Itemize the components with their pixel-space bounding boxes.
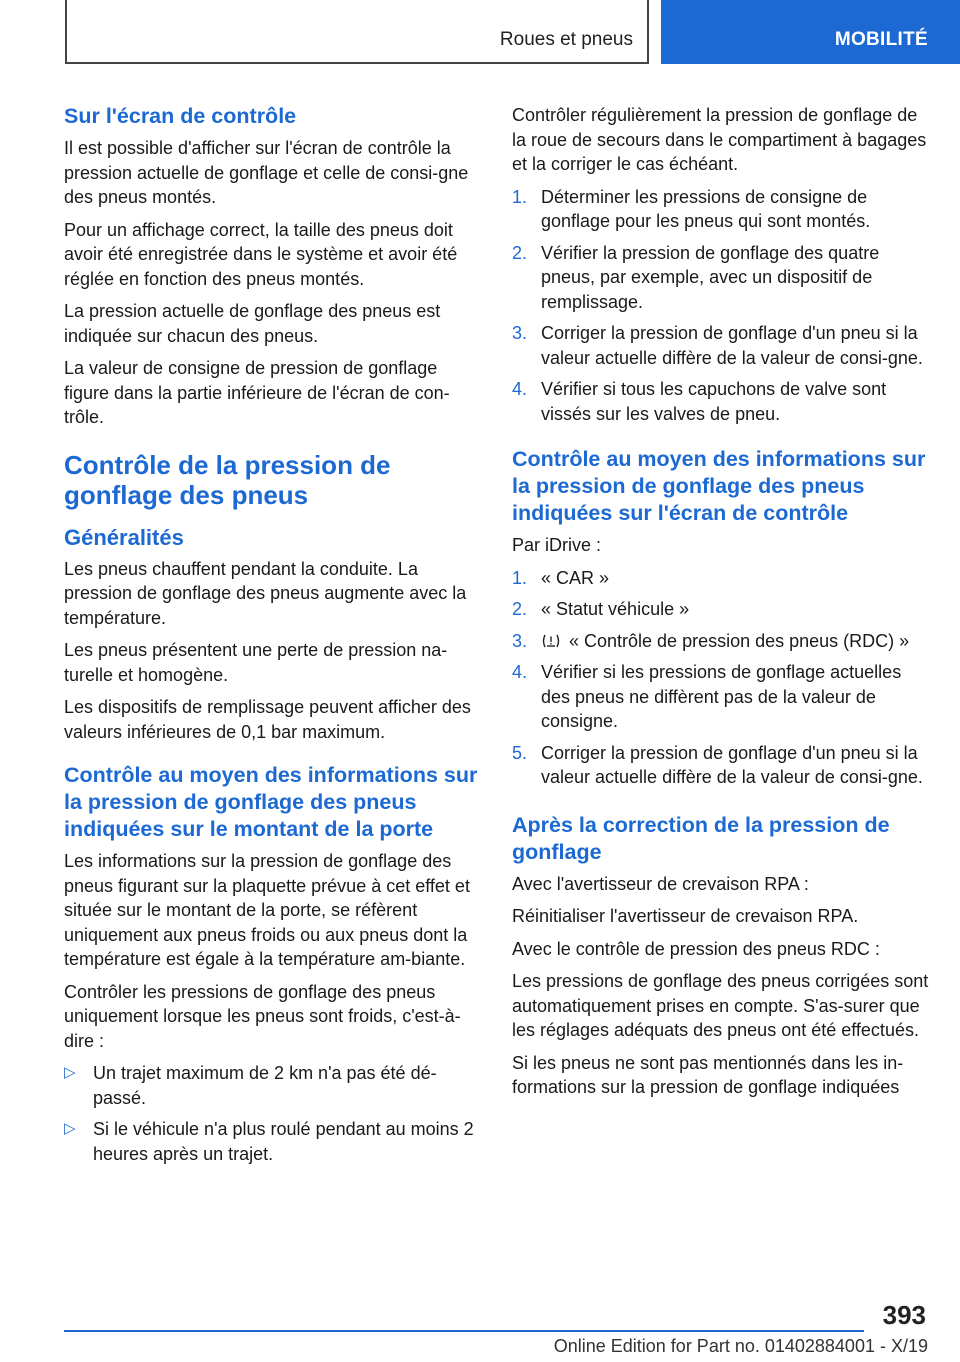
steps-list xyxy=(512,185,930,427)
heading-generalites: Généralités xyxy=(64,524,184,550)
paragraph: Les pressions de gonflage des pneus corrigées sont automatiquement prises en compte. S'as-surer que les réglages adéquats des pneus ont été effectués. xyxy=(512,971,929,1040)
right-column xyxy=(512,103,930,1108)
step-number: 2. xyxy=(512,242,528,263)
step-number: 1. xyxy=(512,567,528,588)
list-item xyxy=(512,597,930,622)
paragraph: Contrôler les pressions de gonflage des pneus uniquement lorsque les pneus sont froids, c'est-à-dire : xyxy=(64,981,461,1051)
paragraph: Les pneus chauffent pendant la conduite. La pression de gonflage des pneus augmente avec la température. xyxy=(64,558,467,628)
step-number: 3. xyxy=(512,323,528,343)
list-item xyxy=(512,377,930,426)
step-text: « Statut véhicule » xyxy=(541,599,690,619)
step-number: 1. xyxy=(512,186,528,207)
list-item xyxy=(512,185,930,234)
paragraph: Les pneus présentent une perte de pression na-turelle et homogène. xyxy=(64,640,448,685)
step-number: 4. xyxy=(512,662,528,682)
step-text: Corriger la pression de gonflage d'un pneu si la valeur actuelle diffère de la valeur de consi-gne. xyxy=(541,742,923,787)
list-item-text: Si le véhicule n'a plus roulé pendant au moins 2 heures après un trajet. xyxy=(93,1119,474,1164)
page-number: 393 xyxy=(882,1300,926,1330)
list-item-text: Un trajet maximum de 2 km n'a pas été dé-passé. xyxy=(93,1063,437,1108)
heading-controle-montant-porte: Contrôle au moyen des informations sur la pression de gonflage des pneus indiquées sur le montant de la porte xyxy=(64,763,478,841)
list-item xyxy=(512,741,930,790)
list-item xyxy=(512,566,930,591)
step-text: Vérifier si tous les capuchons de valve sont vissés sur les valves de pneu. xyxy=(541,379,887,424)
list-item xyxy=(512,660,930,734)
list-item xyxy=(64,1117,482,1166)
paragraph: Par iDrive : xyxy=(512,535,602,555)
step-text: Vérifier la pression de gonflage des quatre pneus, par exemple, avec un dispositif de remplissage. xyxy=(541,242,880,312)
header-chapter-title: MOBILITÉ xyxy=(834,29,928,50)
heading-ecran-controle: Sur l'écran de contrôle xyxy=(64,104,297,128)
paragraph: Pour un affichage correct, la taille des pneus doit avoir été enregistrée dans le système et avoir été réglée en fonction des pneus montés. xyxy=(64,219,458,289)
header-section-title: Roues et pneus xyxy=(499,29,633,50)
step-number: 2. xyxy=(512,599,528,619)
paragraph: Il est possible d'afficher sur l'écran de contrôle la pression actuelle de gonflage et celle de consi-gne des pneus montés. xyxy=(64,138,469,207)
list-item xyxy=(512,629,930,654)
step-text: Déterminer les pressions de consigne de gonflage pour les pneus qui sont montés. xyxy=(541,186,871,231)
step-text: Corriger la pression de gonflage d'un pneu si la valeur actuelle diffère de la valeur de consi-gne. xyxy=(541,323,923,368)
list-item xyxy=(512,321,930,370)
step-number: 3. xyxy=(512,630,528,651)
step-text: Vérifier si les pressions de gonflage actuelles des pneus ne diffèrent pas de la valeur de consigne. xyxy=(541,662,902,731)
step-text: « CAR » xyxy=(541,567,610,588)
header-section-box xyxy=(65,0,649,64)
paragraph: Les informations sur la pression de gonflage des pneus figurant sur la plaquette prévue à cet effet et située sur le montant de la porte, se réfèrent uniquement aux pneus froids ou aux pneus dont la température est égale à la température am-biante. xyxy=(64,851,470,969)
paragraph: La pression actuelle de gonflage des pneus est indiquée sur chacun des pneus. xyxy=(64,301,441,346)
paragraph: La valeur de consigne de pression de gonflage figure dans la partie inférieure de l'écran de con-trôle. xyxy=(64,358,450,427)
step-number: 5. xyxy=(512,742,528,763)
list-item xyxy=(512,241,930,315)
left-column xyxy=(64,103,482,1174)
paragraph: Avec le contrôle de pression des pneus RDC : xyxy=(512,938,880,959)
footer-divider xyxy=(64,1330,864,1332)
paragraph: Avec l'avertisseur de crevaison RPA : xyxy=(512,873,809,894)
heading-apres-correction: Après la correction de la pression de gonflage xyxy=(512,812,890,864)
bullet-list xyxy=(64,1061,482,1166)
heading-controle-ecran: Contrôle au moyen des informations sur la pression de gonflage des pneus indiquées sur l'écran de contrôle xyxy=(512,447,926,525)
heading-controle-pression: Contrôle de la pression de gonflage des pneus xyxy=(64,449,391,510)
triangle-bullet-icon: ▷ xyxy=(64,1064,76,1081)
tire-pressure-warning-icon xyxy=(541,634,561,648)
step-number: 4. xyxy=(512,379,528,399)
paragraph: Si les pneus ne sont pas mentionnés dans les in-formations sur la pression de gonflage indiquées xyxy=(512,1052,904,1097)
triangle-bullet-icon: ▷ xyxy=(64,1120,76,1137)
paragraph: Contrôler régulièrement la pression de gonflage de la roue de secours dans le compartiment à bagages et la corriger le cas échéant. xyxy=(512,105,927,174)
steps-list xyxy=(512,566,930,790)
footer-edition: Online Edition for Part no. 01402884001 - X/19 xyxy=(553,1336,928,1356)
paragraph: Les dispositifs de remplissage peuvent afficher des valeurs inférieures de 0,1 bar maximum. xyxy=(64,697,471,742)
paragraph: Réinitialiser l'avertisseur de crevaison RPA. xyxy=(512,906,859,926)
step-text: « Contrôle de pression des pneus (RDC) » xyxy=(569,630,910,651)
header-chapter-tab xyxy=(661,0,960,64)
list-item xyxy=(64,1061,482,1110)
